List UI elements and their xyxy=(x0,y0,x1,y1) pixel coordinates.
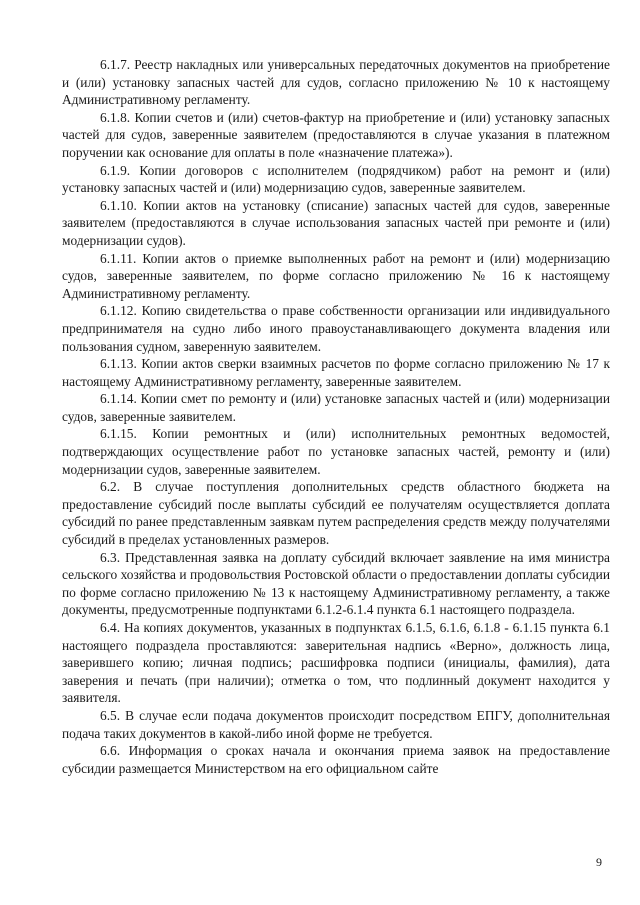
paragraph-6-2: 6.2. В случае поступления дополнительных средств областного бюджета на предоставление субсидий после выплаты субсидий ее получателям осуществляется доплата субсидий по ранее представленным заявкам путем распределения средств между получателями субсидий в пределах установленных размеров. xyxy=(62,479,610,548)
document-body xyxy=(62,56,610,777)
paragraph-6-4: 6.4. На копиях документов, указанных в подпунктах 6.1.5, 6.1.6, 6.1.8 - 6.1.15 пункта 6.1 настоящего подраздела проставляются: заверительная надпись «Верно», должность лица, заверившего копию; личная подпись; расшифровка подписи (инициалы, фамилия), дата заверения и печать (при наличии); отметка о том, что подлинный документ находится у заявителя. xyxy=(62,620,610,706)
page-number: 9 xyxy=(596,855,602,869)
paragraph-6-1-11: 6.1.11. Копии актов о приемке выполненных работ на ремонт и (или) модернизацию судов, заверенные заявителем, по форме согласно приложению № 16 к настоящему Административному регламенту. xyxy=(62,250,610,301)
paragraph-6-6: 6.6. Информация о сроках начала и окончания приема заявок на предоставление субсидии размещается Министерством на его официальном сайте xyxy=(62,743,610,776)
paragraph-6-1-13: 6.1.13. Копии актов сверки взаимных расчетов по форме согласно приложению № 17 к настоящему Административному регламенту, заверенные заявителем. xyxy=(62,356,610,389)
paragraph-6-1-15: 6.1.15. Копии ремонтных и (или) исполнительных ремонтных ведомостей, подтверждающих осуществление работ по установке запасных частей, ремонту и (или) модернизации судов, заверенные заявителем. xyxy=(62,426,610,477)
paragraph-6-1-14: 6.1.14. Копии смет по ремонту и (или) установке запасных частей и (или) модернизации судов, заверенные заявителем. xyxy=(62,391,610,424)
paragraph-6-1-9: 6.1.9. Копии договоров с исполнителем (подрядчиком) работ на ремонт и (или) установку запасных частей и (или) модернизацию судов, заверенные заявителем. xyxy=(62,162,610,196)
paragraph-6-5: 6.5. В случае если подача документов происходит посредством ЕПГУ, дополнительная подача таких документов в какой-либо иной форме не требуется. xyxy=(62,707,610,741)
paragraph-6-1-10: 6.1.10. Копии актов на установку (списание) запасных частей для судов, заверенные заявителем (предоставляются в случае использования запасных частей при ремонте и (или) модернизации судов). xyxy=(62,197,610,248)
paragraph-6-1-12: 6.1.12. Копию свидетельства о праве собственности организации или индивидуального предпринимателя на судно либо иного правоустанавливающего документа владения или пользования судном, заверенную заявителем. xyxy=(62,303,610,354)
paragraph-6-1-8: 6.1.8. Копии счетов и (или) счетов-фактур на приобретение и (или) установку запасных частей для судов, заверенные заявителем (предоставляются в случае указания в платежном поручении как основание для оплаты в поле «назначение платежа»). xyxy=(62,109,610,160)
paragraph-6-3: 6.3. Представленная заявка на доплату субсидий включает заявление на имя министра сельского хозяйства и продовольствия Ростовской области о предоставлении доплаты субсидии по форме согласно приложению № 13 к настоящему Административному регламенту, а также документы, предусмотренные подпунктами 6.1.2-6.1.4 пункта 6.1 настоящего подраздела. xyxy=(62,549,610,618)
paragraph-6-1-7: 6.1.7. Реестр накладных или универсальных передаточных документов на приобретение и (или) установку запасных частей для судов, согласно приложению № 10 к настоящему Административному регламенту. xyxy=(62,57,610,108)
